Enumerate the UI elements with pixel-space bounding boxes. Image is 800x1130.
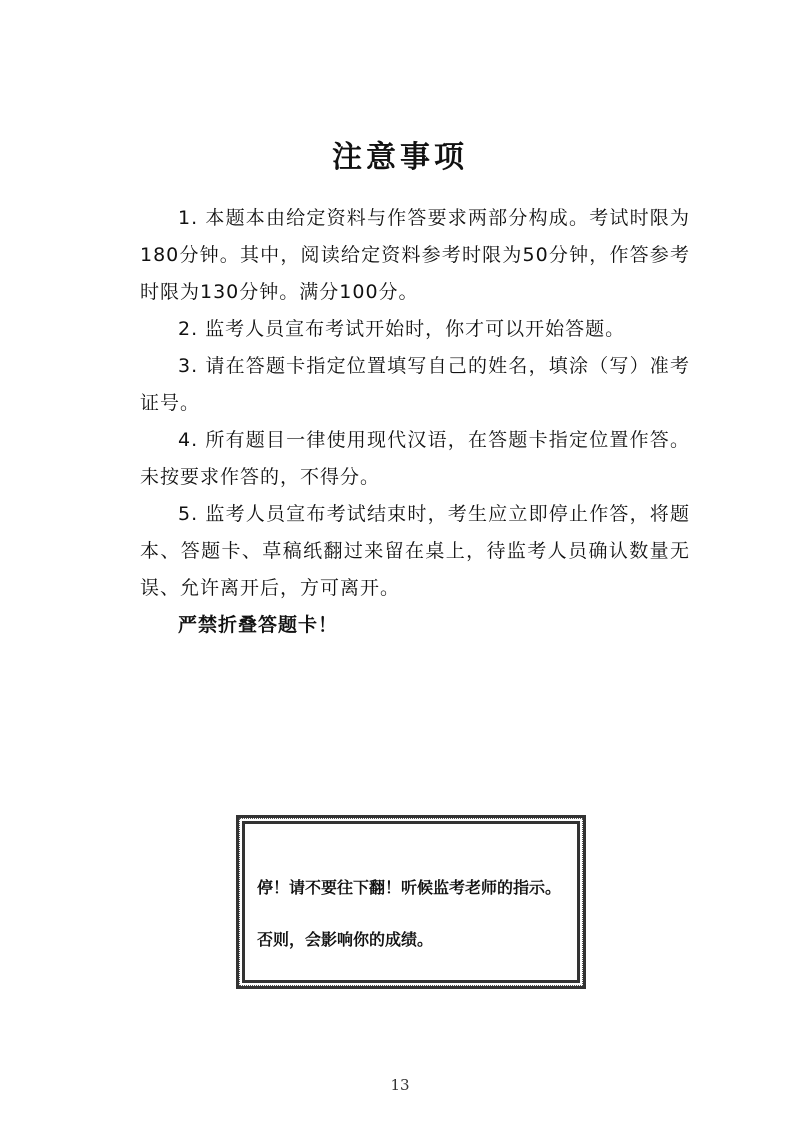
- instruction-item-2: 2. 监考人员宣布考试开始时，你才可以开始答题。: [178, 318, 626, 340]
- instruction-item-3: 3. 请在答题卡指定位置填写自己的姓名，填涂（写）准考证号。: [140, 355, 690, 414]
- instruction-item-4: 4. 所有题目一律使用现代汉语，在答题卡指定位置作答。未按要求作答的，不得分。: [140, 429, 690, 488]
- stop-notice-line-1: 停！请不要往下翻！听候监考老师的指示。: [257, 878, 562, 897]
- page-title: 注意事项: [332, 140, 468, 176]
- instruction-item-1: 1. 本题本由给定资料与作答要求两部分构成。考试时限为180分钟。其中，阅读给定资料参考时限为50分钟，作答参考时限为130分钟。满分100分。: [140, 207, 690, 303]
- stop-notice-box: [236, 815, 586, 989]
- instructions-list: [140, 200, 690, 644]
- stop-notice-line-2: 否则，会影响你的成绩。: [257, 930, 434, 949]
- instruction-item-5: 5. 监考人员宣布考试结束时，考生应立即停止作答，将题本、答题卡、草稿纸翻过来留在桌上，待监考人员确认数量无误、允许离开后，方可离开。: [140, 503, 690, 599]
- stop-notice-content: [257, 876, 571, 952]
- warning-text: 严禁折叠答题卡！: [178, 614, 339, 636]
- page-number: 13: [390, 1076, 410, 1094]
